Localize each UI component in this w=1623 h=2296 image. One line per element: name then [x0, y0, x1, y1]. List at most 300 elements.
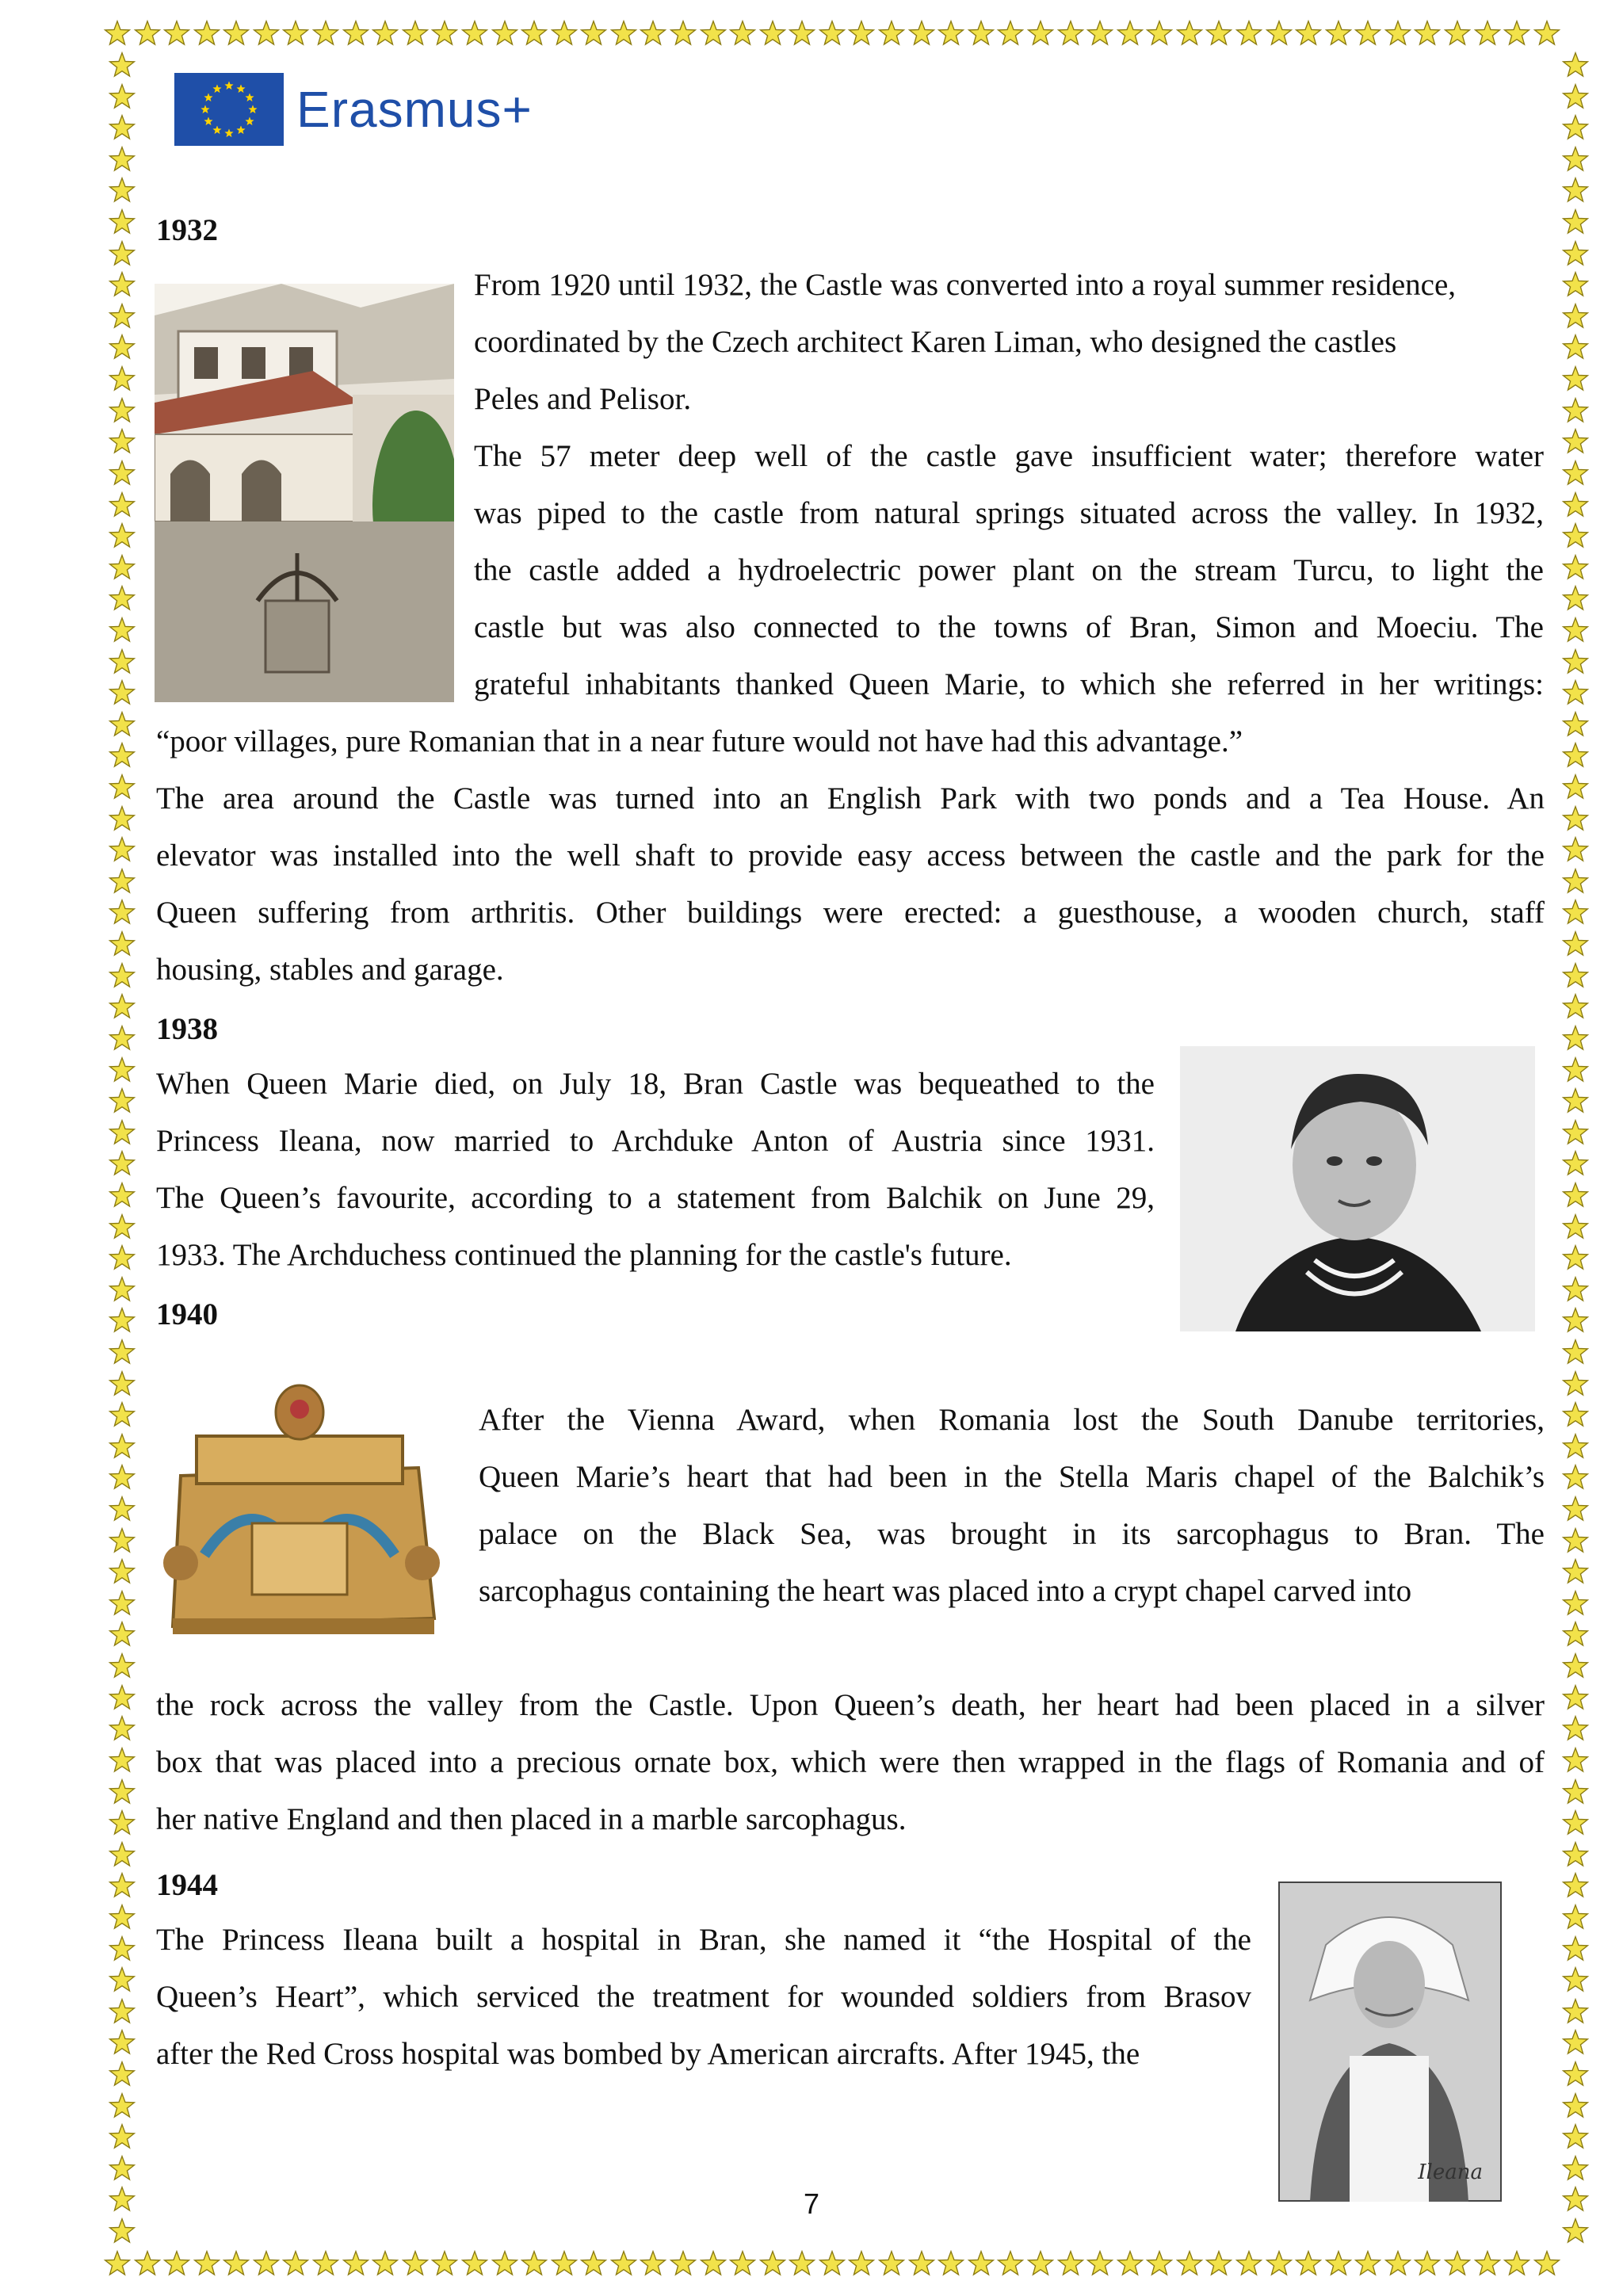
star-icon — [108, 1778, 136, 1806]
star-icon — [108, 1557, 136, 1586]
star-icon — [108, 1935, 136, 1963]
star-icon — [108, 678, 136, 707]
star-icon — [1561, 1149, 1590, 1178]
portrait-illustration — [1180, 1046, 1535, 1331]
star-icon — [1235, 19, 1263, 48]
star-icon — [1561, 365, 1590, 393]
star-icon — [1561, 1997, 1590, 2026]
star-icon — [1561, 1714, 1590, 1743]
nurse-portrait-illustration — [1278, 1881, 1502, 2202]
star-icon — [108, 208, 136, 236]
star-icon — [1561, 1275, 1590, 1304]
year-heading-1944: 1944 — [156, 1868, 218, 1902]
star-icon — [1561, 113, 1590, 142]
star-icon — [877, 19, 906, 48]
eu-star-icon — [204, 117, 213, 126]
star-icon — [1561, 491, 1590, 519]
star-icon — [1561, 1056, 1590, 1084]
star-icon — [1533, 2249, 1561, 2278]
star-icon — [520, 19, 548, 48]
star-icon — [1026, 2249, 1055, 2278]
eu-star-icon — [212, 84, 222, 94]
text-line: Queen Marie’s heart that had been in the Stella Maris chapel of the Balchik’s — [479, 1460, 1545, 1494]
castle-courtyard-illustration — [155, 284, 454, 702]
star-icon — [1413, 19, 1442, 48]
star-icon — [281, 19, 310, 48]
paragraph-1940-intro — [479, 1392, 1545, 1620]
star-icon — [108, 710, 136, 739]
star-icon — [108, 2092, 136, 2120]
star-icon — [430, 2249, 459, 2278]
star-icon — [1561, 616, 1590, 644]
star-icon — [401, 19, 430, 48]
star-icon — [1205, 2249, 1233, 2278]
star-icon — [1561, 176, 1590, 204]
star-icon — [342, 19, 370, 48]
star-icon — [108, 2122, 136, 2151]
star-icon — [108, 270, 136, 299]
star-icon — [108, 2217, 136, 2245]
text-line: after the Red Cross hospital was bombed by American aircrafts. After 1945, the — [156, 2037, 1140, 2071]
star-icon — [193, 19, 221, 48]
text-line: Princess Ileana, now married to Archduke Anton of Austria since 1931. — [156, 1124, 1155, 1158]
star-icon — [1561, 1306, 1590, 1335]
star-icon — [1561, 1118, 1590, 1147]
paragraph-1944 — [156, 1912, 1251, 2083]
paragraph-1932-intro — [474, 257, 1560, 428]
star-icon — [1561, 961, 1590, 990]
star-icon — [1561, 1683, 1590, 1712]
star-icon — [108, 553, 136, 582]
star-icon — [108, 1840, 136, 1869]
star-icon — [252, 2249, 281, 2278]
star-icon — [108, 1871, 136, 1900]
star-icon — [1561, 145, 1590, 174]
star-icon — [1503, 19, 1531, 48]
text-line: When Queen Marie died, on July 18, Bran Castle was bequeathed to the — [156, 1067, 1155, 1101]
star-icon — [550, 19, 579, 48]
star-icon — [1443, 19, 1472, 48]
star-icon — [1561, 1966, 1590, 1994]
paragraph-1938 — [156, 1056, 1155, 1284]
star-icon — [639, 2249, 667, 2278]
star-icon — [699, 2249, 727, 2278]
star-icon — [133, 19, 162, 48]
star-icon — [669, 2249, 697, 2278]
star-icon — [1561, 82, 1590, 111]
star-icon — [1533, 19, 1561, 48]
paragraph-1940-continued — [156, 1677, 1545, 1848]
star-icon — [639, 19, 667, 48]
star-icon — [758, 2249, 787, 2278]
star-icon — [1561, 1840, 1590, 1869]
text-line: housing, stables and garage. — [156, 953, 504, 987]
star-icon — [108, 51, 136, 79]
star-icon — [103, 2249, 132, 2278]
text-line: the rock across the valley from the Castle. Upon Queen’s death, her heart had been placed in a silver — [156, 1688, 1545, 1722]
star-icon — [1561, 1746, 1590, 1775]
star-icon — [108, 1746, 136, 1775]
star-icon — [108, 145, 136, 174]
star-icon — [1086, 2249, 1114, 2278]
star-icon — [1561, 1463, 1590, 1492]
star-icon — [401, 2249, 430, 2278]
star-icon — [1561, 459, 1590, 487]
eu-star-icon — [204, 93, 213, 102]
year-heading-1938: 1938 — [156, 1012, 218, 1046]
text-line: box that was placed into a precious ornate box, which were then wrapped in the flags of Romania and of — [156, 1745, 1545, 1779]
star-icon — [1294, 19, 1323, 48]
star-icon — [579, 19, 608, 48]
star-icon — [108, 741, 136, 770]
star-icon — [1473, 2249, 1502, 2278]
star-icon — [133, 2249, 162, 2278]
star-icon — [108, 1620, 136, 1648]
heart-casket-photo — [149, 1381, 452, 1658]
star-icon — [1265, 2249, 1293, 2278]
star-icon — [1145, 19, 1174, 48]
star-icon — [108, 584, 136, 613]
star-icon — [108, 113, 136, 142]
star-icon — [1561, 2122, 1590, 2151]
star-icon — [1561, 1370, 1590, 1398]
star-icon — [1561, 2092, 1590, 2120]
star-icon — [1561, 741, 1590, 770]
star-icon — [108, 2060, 136, 2088]
star-icon — [579, 2249, 608, 2278]
star-icon — [103, 19, 132, 48]
star-icon — [108, 1056, 136, 1084]
star-icon — [108, 1400, 136, 1429]
star-icon — [108, 898, 136, 926]
star-icon — [1384, 19, 1412, 48]
star-icon — [1561, 427, 1590, 456]
star-icon — [1561, 1620, 1590, 1648]
star-icon — [1561, 553, 1590, 582]
star-icon — [728, 19, 757, 48]
star-icon — [108, 1370, 136, 1398]
star-icon — [1056, 19, 1085, 48]
star-icon — [108, 648, 136, 676]
star-icon — [108, 1024, 136, 1052]
year-heading-1940: 1940 — [156, 1297, 218, 1331]
star-icon — [1561, 648, 1590, 676]
star-icon — [847, 2249, 876, 2278]
star-icon — [1561, 396, 1590, 425]
text-line: grateful inhabitants thanked Queen Marie, to which she referred in her writings: — [474, 667, 1544, 701]
star-icon — [108, 1683, 136, 1712]
star-icon — [758, 19, 787, 48]
star-icon — [1561, 1871, 1590, 1900]
star-icon — [1443, 2249, 1472, 2278]
star-icon — [108, 1463, 136, 1492]
star-icon — [108, 427, 136, 456]
star-icon — [281, 2249, 310, 2278]
star-icon — [1026, 19, 1055, 48]
star-icon — [1561, 521, 1590, 550]
star-icon — [108, 82, 136, 111]
star-icon — [1561, 1213, 1590, 1241]
star-icon — [108, 1149, 136, 1178]
star-icon — [108, 1338, 136, 1366]
star-icon — [108, 1526, 136, 1555]
text-line: coordinated by the Czech architect Karen Liman, who designed the castles — [474, 325, 1397, 359]
star-icon — [108, 1118, 136, 1147]
star-icon — [1294, 2249, 1323, 2278]
star-icon — [342, 2249, 370, 2278]
star-icon — [108, 365, 136, 393]
star-icon — [1561, 270, 1590, 299]
text-line: palace on the Black Sea, was brought in its sarcophagus to Bran. The — [479, 1517, 1545, 1551]
star-icon — [460, 2249, 489, 2278]
eu-star-icon — [224, 128, 234, 138]
star-icon — [1354, 19, 1382, 48]
star-icon — [1413, 2249, 1442, 2278]
star-icon — [108, 804, 136, 833]
star-icon — [491, 2249, 519, 2278]
star-icon — [108, 1652, 136, 1680]
star-icon — [1561, 930, 1590, 958]
star-icon — [162, 19, 191, 48]
star-icon — [550, 2249, 579, 2278]
star-icon — [108, 867, 136, 896]
star-icon — [108, 2028, 136, 2057]
star-icon — [967, 2249, 995, 2278]
star-icon — [108, 491, 136, 519]
star-icon — [108, 930, 136, 958]
star-icon — [430, 19, 459, 48]
star-icon — [108, 176, 136, 204]
star-icon — [108, 459, 136, 487]
star-icon — [1561, 1024, 1590, 1052]
star-icon — [491, 19, 519, 48]
star-icon — [1561, 2154, 1590, 2183]
star-icon — [1561, 867, 1590, 896]
star-icon — [108, 396, 136, 425]
eu-star-icon — [212, 125, 222, 135]
star-icon — [108, 239, 136, 268]
star-icon — [108, 302, 136, 330]
eu-star-icon — [245, 93, 254, 102]
star-icon — [1175, 2249, 1204, 2278]
star-icon — [108, 1903, 136, 1931]
star-icon — [609, 2249, 638, 2278]
photo-signature: Ileana — [1418, 2160, 1483, 2184]
star-icon — [108, 1997, 136, 2026]
star-icon — [1561, 898, 1590, 926]
star-icon — [108, 1244, 136, 1272]
text-line: The 57 meter deep well of the castle gave insufficient water; therefore water — [474, 439, 1544, 473]
star-icon — [1265, 19, 1293, 48]
star-icon — [108, 1306, 136, 1335]
text-line: The area around the Castle was turned into an English Park with two ponds and a Tea House. An — [156, 781, 1545, 816]
eu-star-icon — [245, 117, 254, 126]
star-icon — [788, 19, 816, 48]
star-icon — [1561, 333, 1590, 361]
star-icon — [1116, 19, 1144, 48]
star-icon — [1561, 1809, 1590, 1837]
text-line: The Queen’s favourite, according to a statement from Balchik on June 29, — [156, 1181, 1155, 1215]
text-line: After the Vienna Award, when Romania lost the South Danube territories, — [479, 1403, 1545, 1437]
star-icon — [818, 19, 846, 48]
star-icon — [967, 19, 995, 48]
star-icon — [1503, 2249, 1531, 2278]
star-icon — [371, 19, 399, 48]
star-icon — [1561, 678, 1590, 707]
star-icon — [108, 1495, 136, 1523]
star-icon — [1561, 1557, 1590, 1586]
star-icon — [1561, 1778, 1590, 1806]
year-heading-1932: 1932 — [156, 213, 218, 247]
star-icon — [1561, 773, 1590, 801]
paragraph-1932-quote — [156, 713, 1545, 770]
text-line: 1933. The Archduchess continued the planning for the castle's future. — [156, 1238, 1012, 1272]
star-icon — [788, 2249, 816, 2278]
star-icon — [1561, 1495, 1590, 1523]
star-border-right — [1558, 51, 1593, 2246]
star-icon — [669, 19, 697, 48]
star-icon — [108, 1275, 136, 1304]
star-icon — [108, 1181, 136, 1209]
star-icon — [1235, 2249, 1263, 2278]
star-icon — [1561, 804, 1590, 833]
star-icon — [847, 19, 876, 48]
text-line: From 1920 until 1932, the Castle was converted into a royal summer residence, — [474, 268, 1457, 302]
text-line: The Princess Ileana built a hospital in Bran, she named it “the Hospital of the — [156, 1923, 1251, 1957]
star-icon — [1561, 1526, 1590, 1555]
star-icon — [1561, 2217, 1590, 2245]
text-line: her native England and then placed in a marble sarcophagus. — [156, 1802, 907, 1836]
star-icon — [1561, 1244, 1590, 1272]
star-icon — [1561, 2060, 1590, 2088]
star-icon — [1205, 19, 1233, 48]
star-border-top — [103, 16, 1561, 51]
star-icon — [1561, 1338, 1590, 1366]
star-icon — [108, 1809, 136, 1837]
star-icon — [818, 2249, 846, 2278]
text-line: Queen’s Heart”, which serviced the treatment for wounded soldiers from Brasov — [156, 1980, 1251, 2014]
star-icon — [1354, 2249, 1382, 2278]
star-border-left — [105, 51, 139, 2246]
star-icon — [1561, 1087, 1590, 1115]
star-icon — [108, 1213, 136, 1241]
star-icon — [222, 2249, 250, 2278]
star-icon — [907, 19, 936, 48]
star-icon — [1116, 2249, 1144, 2278]
star-icon — [1561, 835, 1590, 864]
star-icon — [1324, 2249, 1353, 2278]
star-icon — [1561, 208, 1590, 236]
star-icon — [108, 1087, 136, 1115]
star-icon — [108, 333, 136, 361]
star-icon — [371, 2249, 399, 2278]
star-icon — [252, 19, 281, 48]
text-line: elevator was installed into the well shaft to provide easy access between the castle and the park for the — [156, 839, 1545, 873]
star-icon — [609, 19, 638, 48]
star-icon — [877, 2249, 906, 2278]
princess-ileana-nurse-photo — [1278, 1881, 1502, 2202]
star-icon — [311, 19, 340, 48]
text-line: Queen suffering from arthritis. Other buildings were erected: a guesthouse, a wooden church, staff — [156, 896, 1545, 930]
star-icon — [1561, 1589, 1590, 1618]
star-icon — [1384, 2249, 1412, 2278]
page-number: 7 — [803, 2187, 820, 2220]
star-icon — [108, 2154, 136, 2183]
star-icon — [520, 2249, 548, 2278]
star-icon — [1086, 19, 1114, 48]
star-icon — [1561, 2028, 1590, 2057]
star-icon — [311, 2249, 340, 2278]
star-icon — [1561, 1935, 1590, 1963]
casket-illustration — [149, 1381, 452, 1658]
star-icon — [108, 835, 136, 864]
star-icon — [108, 521, 136, 550]
eu-star-icon — [224, 81, 234, 90]
star-icon — [1561, 710, 1590, 739]
star-icon — [1561, 992, 1590, 1021]
text-line: “poor villages, pure Romanian that in a near future would not have had this advantage.” — [156, 724, 1243, 758]
star-icon — [996, 19, 1025, 48]
text-line: sarcophagus containing the heart was placed into a crypt chapel carved into — [479, 1574, 1412, 1608]
star-icon — [108, 992, 136, 1021]
star-icon — [1561, 239, 1590, 268]
erasmus-logo — [174, 73, 533, 146]
castle-courtyard-photo — [155, 284, 454, 702]
star-icon — [1145, 2249, 1174, 2278]
star-icon — [937, 19, 965, 48]
text-line: Peles and Pelisor. — [474, 382, 692, 416]
star-icon — [1175, 19, 1204, 48]
star-icon — [108, 1432, 136, 1461]
star-icon — [699, 19, 727, 48]
star-icon — [1324, 19, 1353, 48]
star-icon — [108, 961, 136, 990]
eu-star-icon — [200, 105, 210, 114]
text-line: was piped to the castle from natural springs situated across the valley. In 1932, — [474, 496, 1544, 530]
eu-flag-icon — [174, 73, 284, 146]
star-icon — [108, 1589, 136, 1618]
queen-portrait-photo — [1180, 1046, 1535, 1331]
star-icon — [460, 19, 489, 48]
star-icon — [108, 773, 136, 801]
star-icon — [1561, 1652, 1590, 1680]
text-line: the castle added a hydroelectric power plant on the stream Turcu, to light the — [474, 553, 1544, 587]
star-icon — [1056, 2249, 1085, 2278]
star-icon — [728, 2249, 757, 2278]
star-icon — [1561, 1903, 1590, 1931]
paragraph-1932-well — [474, 428, 1544, 713]
star-icon — [108, 1714, 136, 1743]
eu-star-icon — [248, 105, 258, 114]
star-icon — [937, 2249, 965, 2278]
star-icon — [1561, 302, 1590, 330]
text-line: castle but was also connected to the towns of Bran, Simon and Moeciu. The — [474, 610, 1544, 644]
star-icon — [162, 2249, 191, 2278]
star-icon — [1473, 19, 1502, 48]
star-icon — [193, 2249, 221, 2278]
star-icon — [108, 1966, 136, 1994]
star-icon — [1561, 1400, 1590, 1429]
logo-text: Erasmus+ — [296, 81, 533, 138]
star-icon — [108, 616, 136, 644]
paragraph-1932-park — [156, 770, 1545, 999]
star-icon — [1561, 51, 1590, 79]
star-icon — [1561, 1432, 1590, 1461]
star-icon — [1561, 1181, 1590, 1209]
star-border-bottom — [103, 2246, 1561, 2281]
star-icon — [996, 2249, 1025, 2278]
star-icon — [907, 2249, 936, 2278]
